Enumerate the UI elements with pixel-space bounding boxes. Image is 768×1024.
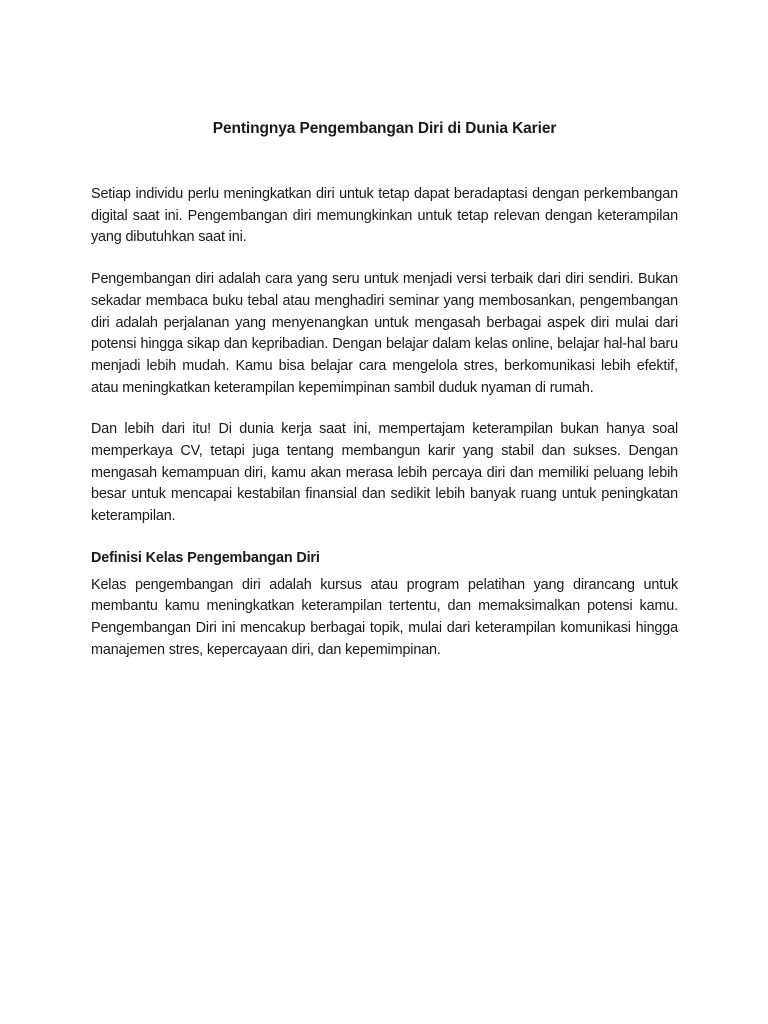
- paragraph-career-benefits: Dan lebih dari itu! Di dunia kerja saat ini, mempertajam keterampilan bukan hanya soal memperkaya CV, tetapi juga tentang membangun karir yang stabil dan sukses. Dengan mengasah kemampuan diri, kamu akan merasa lebih percaya diri dan memiliki peluang lebih besar untuk mencapai kestabilan finansial dan sedikit lebih banyak ruang untuk peningkatan keterampilan.: [91, 421, 678, 525]
- paragraph-intro: Setiap individu perlu meningkatkan diri untuk tetap dapat beradaptasi dengan perkembangan digital saat ini. Pengembangan diri memungkinkan untuk tetap relevan dengan keterampilan yang dibutuhkan saat ini.: [91, 186, 678, 246]
- paragraph-definition: Pengembangan diri adalah cara yang seru untuk menjadi versi terbaik dari diri sendiri. Bukan sekadar membaca buku tebal atau menghadiri seminar yang membosankan, pengembangan diri adalah perjalanan yang menyenangkan untuk mengasah berbagai aspek diri mulai dari potensi hingga sikap dan kepribadian. Dengan belajar dalam kelas online, belajar hal-hal baru menjadi lebih mudah. Kamu bisa belajar cara mengelola stres, berkomunikasi lebih efektif, atau meningkatkan keterampilan kepemimpinan sambil duduk nyaman di rumah.: [91, 271, 678, 396]
- section-heading: Definisi Kelas Pengembangan Diri: [91, 549, 320, 566]
- section-paragraph: Kelas pengembangan diri adalah kursus atau program pelatihan yang dirancang untuk membantu kamu meningkatkan keterampilan tertentu, dan memaksimalkan potensi kamu. Pengembangan Diri ini mencakup berbagai topik, mulai dari keterampilan komunikasi hingga manajemen stres, kepercayaan diri, dan kepemimpinan.: [91, 576, 678, 658]
- document-body: [91, 117, 678, 681]
- document-title: Pentingnya Pengembangan Diri di Dunia Karier: [212, 120, 557, 137]
